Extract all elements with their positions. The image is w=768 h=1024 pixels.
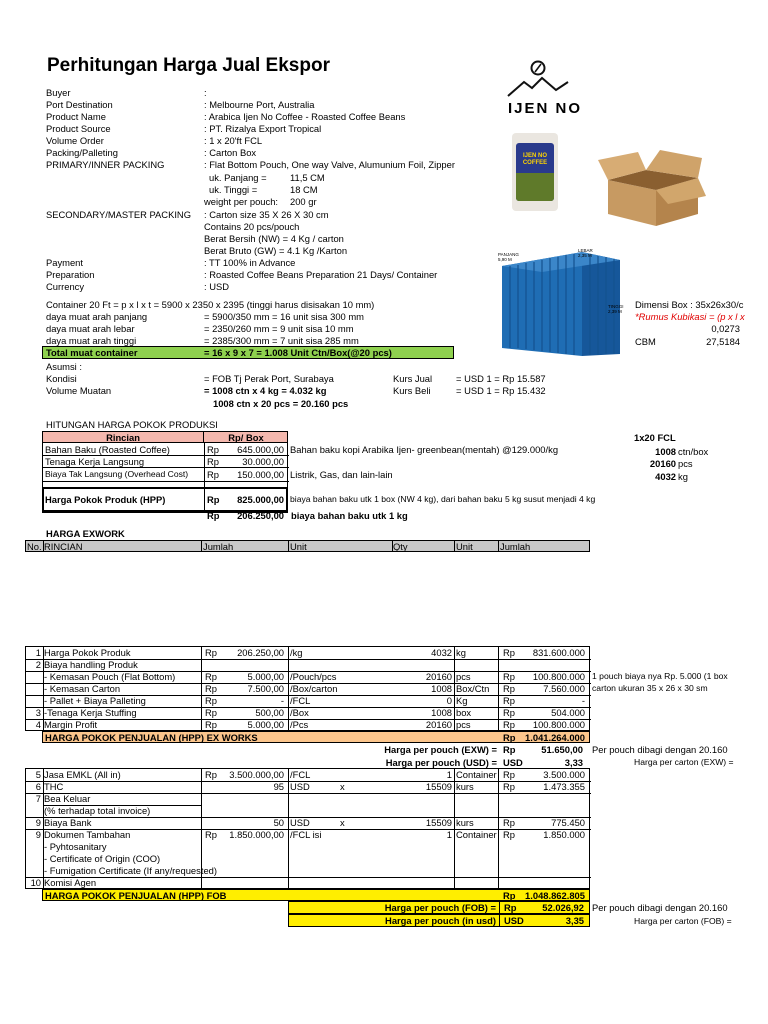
fob-total-label: HARGA POKOK PENJUALAN (HPP) FOB [45, 890, 227, 901]
exwork-header-qty: Qty [393, 541, 408, 552]
cell-cur: Rp [205, 695, 217, 706]
kurs-jual-label: Kurs Jual [393, 373, 433, 384]
carton-box-image [598, 148, 706, 228]
hpp-total-value: 825.000,00 [237, 494, 284, 505]
cell-unit: /FCL isi [290, 829, 322, 840]
volume-muatan-pcs: 1008 ctn x 20 pcs = 20.160 pcs [213, 398, 349, 409]
hpp-row-name: Biaya Tak Langsung (Overhead Cost) [45, 469, 189, 479]
cell-no: 10 [30, 877, 41, 888]
cell-qunit: Container [456, 769, 497, 780]
cell-qty: 4032 [431, 647, 452, 658]
fob-pouch-usd-label: Harga per pouch (in usd) [385, 915, 496, 926]
cell-cur2: Rp [503, 683, 515, 694]
bag-label: IJEN NO [522, 153, 547, 159]
hpp-perkg-cur: Rp [207, 510, 220, 521]
fcl-title: 1x20 FCL [634, 432, 676, 443]
exwork-header-rincian: RINCIAN [44, 541, 83, 552]
fob-total-value: 1.048.862.805 [525, 890, 585, 901]
fcl-value: 4032 [655, 471, 676, 482]
cell-unit: /FCL [290, 769, 311, 780]
cell-cur2: Rp [503, 817, 515, 828]
cell-unit: USD [290, 817, 310, 828]
cell-unit: /Pouch/pcs [290, 671, 337, 682]
cell-name: Biaya handling Produk [44, 659, 138, 670]
cell-name: - Fumigation Certificate (If any/requested) [44, 865, 217, 876]
cell-cur2: Rp [503, 707, 515, 718]
cell-qty: 20160 [425, 719, 452, 730]
cell-qty: 20160 [425, 671, 452, 682]
cell-cur: Rp [205, 829, 217, 840]
exw-pouch-usd-value: 3,33 [564, 757, 583, 768]
fcl-value: 1008 [655, 446, 676, 457]
container-tinggi-label: TINGGI 2,39 M [608, 304, 624, 314]
hpp-perkg-note: biaya bahan baku utk 1 kg [291, 510, 408, 521]
dimensi-value: 0,0273 [711, 323, 740, 334]
kondisi-value: = FOB Tj Perak Port, Surabaya [204, 373, 334, 384]
secondary-value: : Carton size 35 X 26 X 30 cm [204, 209, 329, 220]
cell-amount: - [280, 695, 284, 706]
info-label-product: Product Name [46, 111, 106, 122]
hpp-header-rincian [42, 431, 204, 443]
brand-name: IJEN NO [508, 100, 583, 117]
cell-total: 3.500.000 [543, 769, 585, 780]
container-lebar-label: LEBAR 2,35 M [578, 248, 593, 258]
info-value-port: : Melbourne Port, Australia [204, 99, 315, 110]
cell-total: 7.560.000 [543, 683, 585, 694]
cell-unit: /FCL [290, 695, 311, 706]
cell-no: 4 [35, 719, 41, 730]
cell-total: 100.800.000 [532, 671, 585, 682]
exw-total-label: HARGA POKOK PENJUALAN (HPP) EX WORKS [45, 732, 258, 743]
cell-no: 9 [35, 817, 41, 828]
cell-cur: Rp [205, 647, 217, 658]
daya-panjang-label: daya muat arah panjang [46, 311, 148, 322]
cell-name: - Kemasan Pouch (Flat Bottom) [44, 671, 176, 682]
cell-name: - Certificate of Origin (COO) [44, 853, 161, 864]
hpp-header-rp [204, 431, 288, 443]
hpp-row-note: Listrik, Gas, dan lain-lain [290, 469, 393, 480]
info-label-buyer: Buyer [46, 87, 71, 98]
cell-qunit: kg [456, 647, 466, 658]
volume-muatan-value: = 1008 ctn x 4 kg = 4.032 kg [204, 385, 327, 396]
container-formula: Container 20 Ft = p x l x t = 5900 x 2350 x 2395 (tinggi harus disisakan 10 mm) [46, 299, 375, 310]
cell-total: 1.850.000 [543, 829, 585, 840]
daya-lebar-value: = 2350/260 mm = 9 unit sisa 10 mm [204, 323, 354, 334]
secondary-nw: Berat Bersih (NW) = 4 Kg / carton [204, 233, 344, 244]
fob-pouch-rp-bar [288, 901, 590, 914]
cell-qunit: Kg [456, 695, 468, 706]
pouch-tinggi-value: 18 CM [290, 184, 318, 195]
cell-name: Margin Profit [44, 719, 98, 730]
cell-no: 3 [35, 707, 41, 718]
pouch-weight-value: 200 gr [290, 196, 317, 207]
cell-unit: USD [290, 781, 310, 792]
cell-no: 5 [35, 769, 41, 780]
brand-logo [504, 56, 583, 126]
exwork-header-unit2: Unit [456, 541, 473, 552]
hpp-header-rincian-text: Rincian [106, 432, 140, 443]
dimensi-box-label: Dimensi Box : 35x26x30/c [635, 299, 744, 310]
cell-qunit: Container [456, 829, 497, 840]
cell-qunit: box [456, 707, 472, 718]
cell-qty: 1008 [431, 683, 452, 694]
fcl-unit: kg [678, 471, 688, 482]
cell-cur: Rp [205, 683, 217, 694]
hpp-row-value: 150.000,00 [237, 469, 284, 480]
cell-cur2: Rp [503, 647, 515, 658]
info-label-volume: Volume Order [46, 135, 104, 146]
info-label-preparation: Preparation [46, 269, 95, 280]
info-value-product: : Arabica Ijen No Coffee - Roasted Coffee Beans [204, 111, 406, 122]
exw-pouch-usd-note: Harga per carton (EXW) = [634, 757, 734, 767]
cell-total: 100.800.000 [532, 719, 585, 730]
fob-pouch-usd-bar [288, 914, 590, 927]
exw-total-bar [42, 731, 590, 743]
hpp-row-value: 30.000,00 [242, 456, 284, 467]
cell-name: Jasa EMKL (All in) [44, 769, 121, 780]
shipping-container-image [486, 244, 626, 368]
fob-pouch-rp-label: Harga per pouch (FOB) = [384, 902, 496, 913]
daya-lebar-label: daya muat arah lebar [46, 323, 135, 334]
cbm-value: 27,5184 [706, 336, 740, 347]
hpp-row-name: Bahan Baku (Roasted Coffee) [45, 444, 170, 455]
cell-qunit: pcs [456, 671, 471, 682]
exw-pouch-rp-label: Harga per pouch (EXW) = [384, 744, 497, 755]
secondary-label: SECONDARY/MASTER PACKING [46, 209, 191, 220]
cell-total: 775.450 [551, 817, 585, 828]
cell-qunit: pcs [456, 719, 471, 730]
exwork-header-jumlah: Jumlah [203, 541, 234, 552]
cell-qty: 1008 [431, 707, 452, 718]
hpp-row-name: Tenaga Kerja Langsung [45, 456, 145, 467]
rumus-kubikasi: *Rumus Kubikasi = (p x l x [635, 311, 745, 322]
cell-qty: 15509 [425, 781, 452, 792]
cell-qty: 15509 [425, 817, 452, 828]
kondisi-label: Kondisi [46, 373, 77, 384]
hpp-header-rp-text: Rp/ Box [228, 432, 264, 443]
cell-name: Komisi Agen [44, 877, 97, 888]
fob-pouch-usd-cur: USD [504, 915, 524, 926]
pouch-weight-label: weight per pouch: [204, 196, 279, 207]
daya-panjang-value: = 5900/350 mm = 16 unit sisa 300 mm [204, 311, 364, 322]
cell-cur: Rp [205, 707, 217, 718]
cell-name: - Pyhtosanitary [44, 841, 107, 852]
cell-note: 1 pouch biaya nya Rp. 5.000 (1 box [592, 671, 728, 681]
info-value-source: : PT. Rizalya Export Tropical [204, 123, 322, 134]
exw-pouch-rp-note: Per pouch dibagi dengan 20.160 [592, 744, 728, 755]
exw-pouch-usd-label: Harga per pouch (USD) = [385, 757, 497, 768]
cell-unit: /Pcs [290, 719, 309, 730]
cell-no: 9 [35, 829, 41, 840]
asumsi-label: Asumsi : [46, 361, 82, 372]
pouch-panjang-value: 11,5 CM [290, 172, 325, 183]
exw-total-value: 1.041.264.000 [525, 732, 585, 743]
cell-name: Dokumen Tambahan [44, 829, 131, 840]
exw-pouch-rp-cur: Rp [503, 744, 516, 755]
fcl-unit: ctn/box [678, 446, 709, 457]
fob-pouch-rp-cur: Rp [504, 902, 517, 913]
cell-unit: /Box/carton [290, 683, 338, 694]
info-value-packing: : Carton Box [204, 147, 257, 158]
cell-total: 1.473.355 [543, 781, 585, 792]
info-value-currency: : USD [204, 281, 230, 292]
cell-amount: 5.000,00 [247, 671, 284, 682]
cell-amount: 7.500,00 [247, 683, 284, 694]
page-title: Perhitungan Harga Jual Ekspor [47, 55, 330, 76]
hpp-row-cur: Rp [207, 444, 219, 455]
exwork-title: HARGA EXWORK [46, 528, 125, 539]
cell-cur2: Rp [503, 671, 515, 682]
cell-name: Bea Keluar [44, 793, 91, 804]
hpp-row-value: 645.000,00 [237, 444, 284, 455]
cbm-label: CBM [635, 336, 656, 347]
kurs-beli-value: = USD 1 = Rp 15.432 [456, 385, 546, 396]
secondary-contains: Contains 20 pcs/pouch [204, 221, 300, 232]
fcl-unit: pcs [678, 458, 693, 469]
info-label-payment: Payment [46, 257, 83, 268]
exw-pouch-usd-cur: USD [503, 757, 523, 768]
hpp-row-note: Bahan baku kopi Arabika Ijen- greenbean(mentah) @129.000/kg [290, 444, 559, 455]
cell-unit: /kg [290, 647, 303, 658]
cell-cur: Rp [205, 671, 217, 682]
hpp-section-title: HITUNGAN HARGA POKOK PRODUKSI [46, 419, 218, 430]
cell-cur2: Rp [503, 719, 515, 730]
pouch-panjang-label: uk. Panjang = [209, 172, 267, 183]
info-value-payment: : TT 100% in Advance [204, 257, 296, 268]
hpp-row-cur: Rp [207, 469, 219, 480]
cell-unit: /Box [290, 707, 309, 718]
exw-pouch-rp-value: 51.650,00 [541, 744, 583, 755]
cell-qty: 0 [446, 695, 452, 706]
daya-tinggi-value: = 2385/300 mm = 7 unit sisa 285 mm [204, 335, 359, 346]
cell-cur2: Rp [503, 769, 515, 780]
cell-amount: 500,00 [255, 707, 284, 718]
cell-amount: 50 [273, 817, 284, 828]
cell-name: Biaya Bank [44, 817, 92, 828]
exwork-header-jumlah2: Jumlah [500, 541, 531, 552]
coffee-bag-image [512, 133, 558, 211]
hpp-total-note: biaya bahan baku utk 1 box (NW 4 kg), dari bahan baku 5 kg susut menjadi 4 kg [290, 494, 596, 504]
cell-name: Harga Pokok Produk [44, 647, 131, 658]
total-muat-value: = 16 x 9 x 7 = 1.008 Unit Ctn/Box(@20 pcs) [204, 347, 392, 358]
hpp-row-cur: Rp [207, 456, 219, 467]
cell-no: 6 [35, 781, 41, 792]
fcl-value: 20160 [649, 458, 676, 469]
info-label-primary: PRIMARY/INNER PACKING [46, 159, 165, 170]
cell-cur2: Rp [503, 829, 515, 840]
cell-no: 7 [35, 793, 41, 804]
info-value-primary: : Flat Bottom Pouch, One way Valve, Alumunium Foil, Zipper [204, 159, 455, 170]
cell-cur: Rp [205, 719, 217, 730]
cell-cur2: Rp [503, 695, 515, 706]
cell-amount: 5.000,00 [247, 719, 284, 730]
cell-x: x [340, 817, 345, 828]
cell-name: THC [44, 781, 64, 792]
kurs-jual-value: = USD 1 = Rp 15.587 [456, 373, 546, 384]
cell-qunit: Box/Ctn [456, 683, 490, 694]
cell-name: (% terhadap total invoice) [44, 805, 151, 816]
pouch-tinggi-label: uk. Tinggi = [209, 184, 258, 195]
coffee-bean-icon [504, 56, 572, 100]
fob-pouch-usd-value: 3,35 [565, 915, 584, 926]
daya-tinggi-label: daya muat arah tinggi [46, 335, 137, 346]
cell-qty: 1 [446, 769, 452, 780]
cell-name: - Kemasan Carton [44, 683, 121, 694]
cell-name: -Tenaga Kerja Stuffing [44, 707, 137, 718]
hpp-total-name: Harga Pokok Produk (HPP) [45, 494, 166, 505]
exw-total-cur: Rp [503, 732, 516, 743]
cell-total: 504.000 [551, 707, 585, 718]
cell-no: 1 [35, 647, 41, 658]
container-panjang-label: PANJANG 5,90 M [498, 252, 519, 262]
cell-cur: Rp [205, 769, 217, 780]
cell-qty: 1 [446, 829, 452, 840]
cell-qunit: kurs [456, 781, 474, 792]
info-label-packing: Packing/Palleting [46, 147, 118, 158]
cell-amount: 206.250,00 [237, 647, 284, 658]
cell-name: - Pallet + Biaya Palleting [44, 695, 146, 706]
cell-amount: 95 [273, 781, 284, 792]
fob-pouch-usd-note: Harga per carton (FOB) = [634, 916, 732, 926]
cell-amount: 3.500.000,00 [229, 769, 284, 780]
cell-no: 2 [35, 659, 41, 670]
info-label-currency: Currency [46, 281, 85, 292]
kurs-beli-label: Kurs Beli [393, 385, 431, 396]
info-value-volume: : 1 x 20'ft FCL [204, 135, 263, 146]
exwork-header-unit: Unit [290, 541, 307, 552]
info-value-preparation: : Roasted Coffee Beans Preparation 21 Days/ Container [204, 269, 438, 280]
cell-cur2: Rp [503, 781, 515, 792]
fob-total-bar [42, 889, 590, 901]
cell-amount: 1.850.000,00 [229, 829, 284, 840]
cell-qunit: kurs [456, 817, 474, 828]
fob-pouch-rp-note: Per pouch dibagi dengan 20.160 [592, 902, 728, 913]
cell-x: x [340, 781, 345, 792]
total-muat-bar [42, 346, 454, 359]
cell-total: - [581, 695, 585, 706]
fob-pouch-rp-value: 52.026,92 [542, 902, 584, 913]
info-value-buyer: : [204, 87, 207, 98]
volume-muatan-label: Volume Muatan [46, 385, 112, 396]
info-label-port: Port Destination [46, 99, 113, 110]
cell-note: carton ukuran 35 x 26 x 30 sm [592, 683, 708, 693]
total-muat-label: Total muat container [46, 347, 138, 358]
info-label-source: Product Source [46, 123, 111, 134]
exwork-header-no: No. [27, 541, 42, 552]
fob-total-cur: Rp [503, 890, 516, 901]
hpp-total-cur: Rp [207, 494, 220, 505]
secondary-gw: Berat Bruto (GW) = 4.1 Kg /Karton [204, 245, 348, 256]
cell-total: 831.600.000 [532, 647, 585, 658]
hpp-perkg-value: 206.250,00 [237, 510, 284, 521]
bag-label-2: COFFEE [522, 160, 548, 166]
